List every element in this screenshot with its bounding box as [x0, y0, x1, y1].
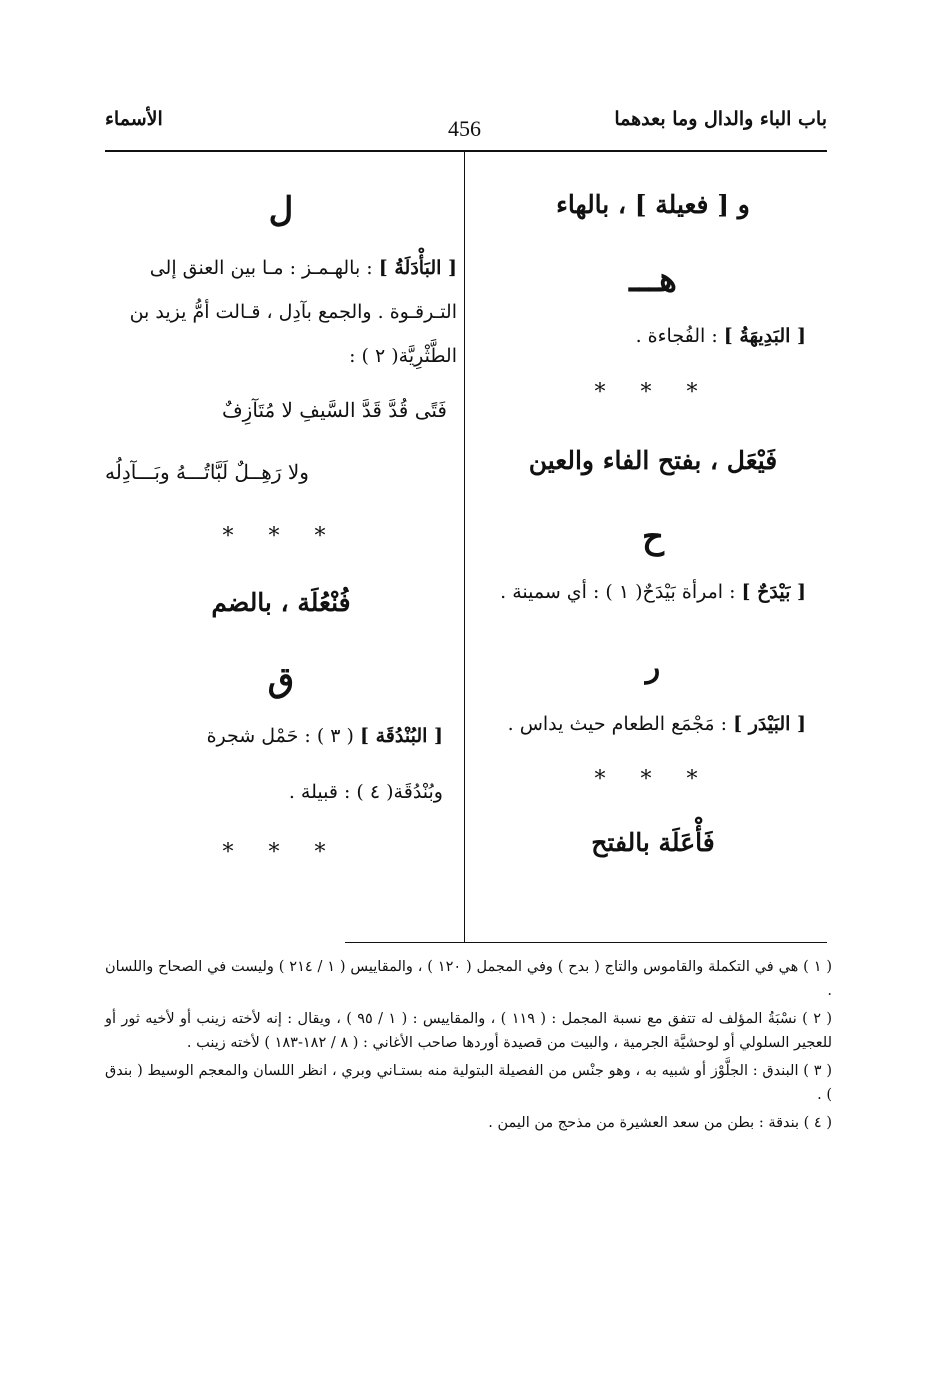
entry-headword: [ البَيْدَر ]	[733, 713, 806, 735]
entry-definition: : امرأة بَيْدَحٌ( ١ ) : أي سمينة .	[500, 581, 736, 603]
entry-headword: [ بَيْدَحٌ ]	[741, 581, 806, 603]
letter-qaf: ق	[267, 660, 295, 700]
footnote-2: ( ٢ ) نسْبَةُ المؤلف له تتفق مع نسبة المجمل : ( ١١٩ ) ، والمقاييس : ( ١ / ٩٥ ) ، ويقال : إنه لأخته زينب أو لأخيه ثور أو للعجير السلولي أو لوحشيَّة الجرمية ، والبيت من قصيدة أوردها صاحب الأغاني : ( ٨ / ١٨٢-١٨٣ ) لأخته زينب .	[105, 1011, 832, 1051]
footnotes	[105, 955, 832, 1139]
entry-definition: : مَجْمَع الطعام حيث يداس .	[507, 713, 728, 735]
chapter-title: باب الباء والدال وما بعدهما	[614, 108, 827, 130]
entry-baydar	[456, 702, 806, 746]
heading-funula: فُنْعُلَة ، بالضم	[211, 588, 351, 617]
entry-bunduqa	[91, 714, 443, 758]
letter-ha-dot: ح	[642, 517, 664, 557]
entry-headword: [ البَأْدَلَةُ ]	[378, 257, 457, 279]
entry-badiha	[456, 314, 806, 358]
verse-line-2: ولا رَهِــلٌ لَبَّاتُـــهُ وبَـــآدِلُه	[105, 460, 309, 484]
entry-headword: [ البَدِيهَةُ ]	[723, 325, 806, 347]
heading-fayal: فَيْعَل ، بفتح الفاء والعين	[528, 446, 778, 475]
heading-faala: فَأْعَلَة بالفتح	[591, 828, 715, 857]
stars-divider: * * *	[222, 524, 340, 549]
right-column	[478, 152, 828, 942]
page-number: 456	[448, 116, 481, 141]
letter-ra: ر	[645, 650, 661, 685]
verse-line-1: فَتًى قُدَّ قَدَّ السَّيفِ لا مُتَآزِفٌ	[221, 398, 447, 422]
column-divider	[464, 152, 465, 942]
heading-faila: و [ فعيلة ] ، بالهاء	[556, 190, 750, 219]
left-column	[105, 152, 457, 942]
entry-definition: ( ٣ ) : حَمْل شجرة	[206, 725, 354, 747]
entry-bunduqa-tribe: وبُنْدُقَة( ٤ ) : قبيلة .	[288, 781, 443, 803]
section-title: الأسماء	[105, 108, 163, 130]
footnote-rule	[345, 942, 827, 943]
letter-ha: هـــ	[629, 260, 677, 300]
stars-divider: * * *	[594, 380, 712, 405]
stars-divider: * * *	[222, 840, 340, 865]
footnote-3: ( ٣ ) البندق : الجلَّوْز أو شبيه به ، وهو جنْس من الفصيلة البتولية منه بستـاني وبري ، انظر اللسان والمعجم الوسيط ( بندق ) .	[105, 1063, 832, 1103]
entry-headword: [ البُنْدُقَة ]	[360, 725, 443, 747]
entry-baydah	[456, 570, 806, 614]
footnote-1: ( ١ ) هي في التكملة والقاموس والتاج ( بدح ) وفي المجمل ( ١٢٠ ) ، والمقاييس ( ١ / ٢١٤ ) وليست في الصحاح واللسان .	[105, 959, 832, 999]
letter-lam: ل	[268, 190, 294, 230]
entry-badala	[105, 246, 457, 378]
page-header	[105, 108, 827, 148]
entry-definition: : بالهـمـز : مـا بين العنق إلى التـرقـوة . والجمع بآدِل ، قـالت أمُّ يزيد بن الطَّثْرِيَّة( ٢ ) :	[129, 257, 457, 367]
stars-divider: * * *	[594, 767, 712, 792]
footnote-4: ( ٤ ) بندقة : بطن من سعد العشيرة من مذحج من اليمن .	[488, 1115, 832, 1131]
entry-definition: : الفُجاءة .	[635, 325, 718, 347]
